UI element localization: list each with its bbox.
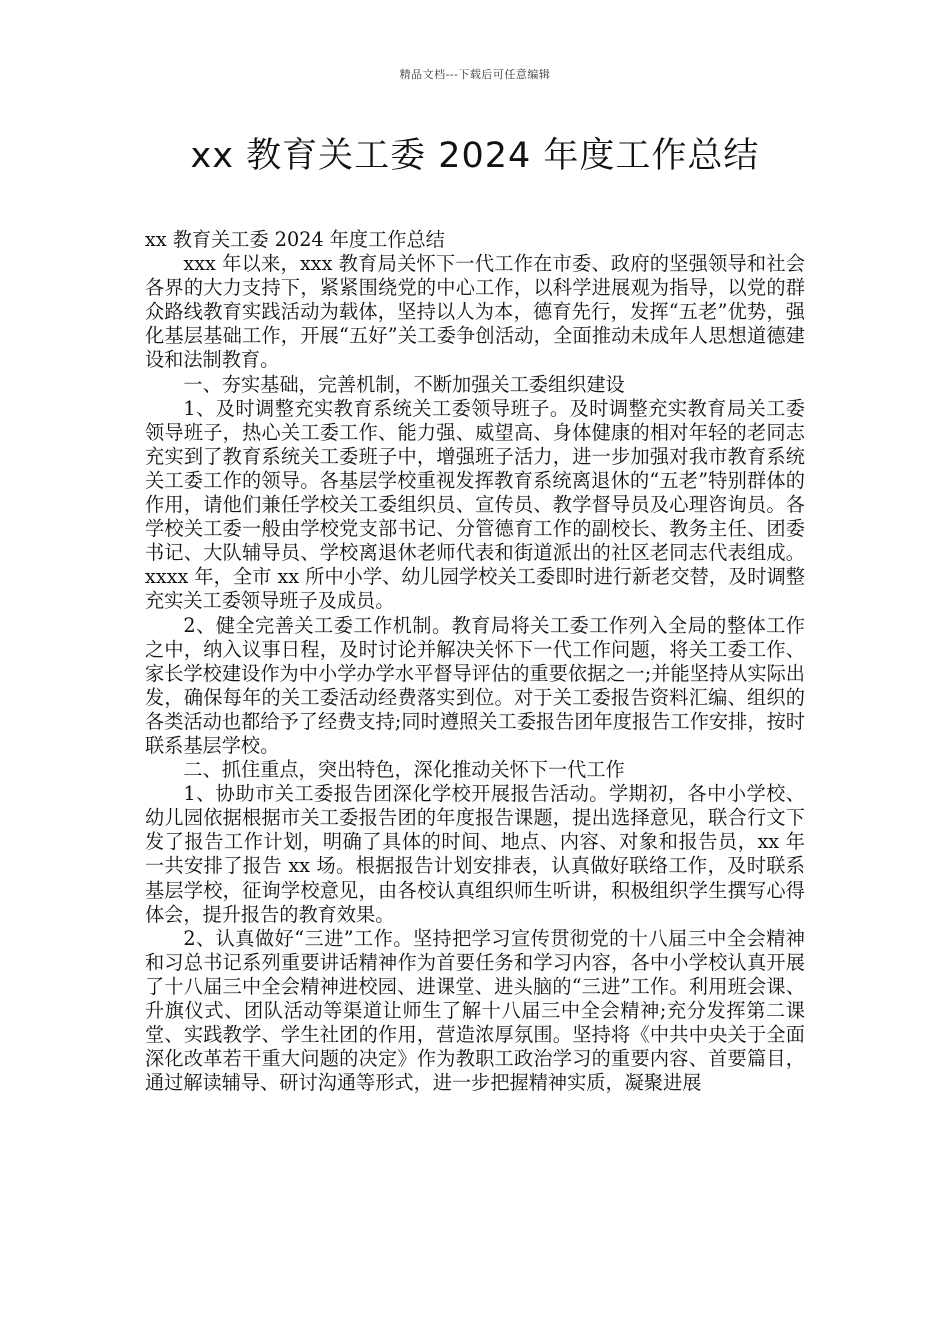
body-paragraph: 1、及时调整充实教育系统关工委领导班子。及时调整充实教育局关工委领导班子，热心关工委工作、能力强、威望高、身体健康的相对年轻的老同志充实到了教育系统关工委班子中，增强班子活力，进一步加强对我市教育系统关工委工作的领导。各基层学校重视发挥教育系统离退休的“五老”特别群体的作用，请他们兼任学校关工委组织员、宣传员、教学督导员及心理咨询员。各学校关工委一般由学校党支部书记、分管德育工作的副校长、教务主任、团委书记、大队辅导员、学校离退休老师代表和街道派出的社区老同志代表组成。xxxx 年，全市 xx 所中小学、幼儿园学校关工委即时进行新老交替，及时调整充实关工委领导班子及成员。 [145, 396, 805, 613]
body-paragraph: xxx 年以来，xxx 教育局关怀下一代工作在市委、政府的坚强领导和社会各界的大力支持下，紧紧围绕党的中心工作，以科学进展观为指导，以党的群众路线教育实践活动为载体，坚持以人为本，德育先行，发挥“五老”优势，强化基层基础工作，开展“五好”关工委争创活动，全面推动未成年人思想道德建设和法制教育。 [145, 252, 805, 372]
document-body [145, 228, 805, 1095]
body-paragraph: 1、协助市关工委报告团深化学校开展报告活动。学期初，各中小学校、幼儿园依据根据市关工委报告团的年度报告课题，提出选择意见，联合行文下发了报告工作计划，明确了具体的时间、地点、内容、对象和报告员，xx 年一共安排了报告 xx 场。根据报告计划安排表，认真做好联络工作，及时联系基层学校，征询学校意见，由各校认真组织师生听讲，积极组织学生撰写心得体会，提升报告的教育效果。 [145, 782, 805, 926]
section-heading: 二、抓住重点，突出特色，深化推动关怀下一代工作 [183, 758, 625, 782]
header-note: 精品文档---下载后可任意编辑 [399, 68, 551, 81]
body-paragraph: 2、认真做好“三进”工作。坚持把学习宣传贯彻党的十八届三中全会精神和习总书记系列重要讲话精神作为首要任务和学习内容，各中小学校认真开展了十八届三中全会精神进校园、进课堂、进头脑的“三进”工作。利用班会课、升旗仪式、团队活动等渠道让师生了解十八届三中全会精神;充分发挥第二课堂、实践教学、学生社团的作用，营造浓厚氛围。坚持将《中共中央关于全面深化改革若干重大问题的决定》作为教职工政治学习的重要内容、首要篇目，通过解读辅导、研讨沟通等形式，进一步把握精神实质，凝聚进展 [145, 926, 805, 1095]
body-paragraph: 2、健全完善关工委工作机制。教育局将关工委工作列入全局的整体工作之中，纳入议事日程，及时讨论并解决关怀下一代工作问题，将关工委工作、家长学校建设作为中小学办学水平督导评估的重要依据之一;并能坚持从实际出发，确保每年的关工委活动经费落实到位。对于关工委报告资料汇编、组织的各类活动也都给予了经费支持;同时遵照关工委报告团年度报告工作安排，按时联系基层学校。 [145, 613, 805, 757]
page-title: xx 教育关工委 2024 年度工作总结 [190, 136, 760, 176]
body-paragraph: xx 教育关工委 2024 年度工作总结 [145, 228, 445, 251]
section-heading: 一、夯实基础，完善机制，不断加强关工委组织建设 [183, 372, 625, 396]
